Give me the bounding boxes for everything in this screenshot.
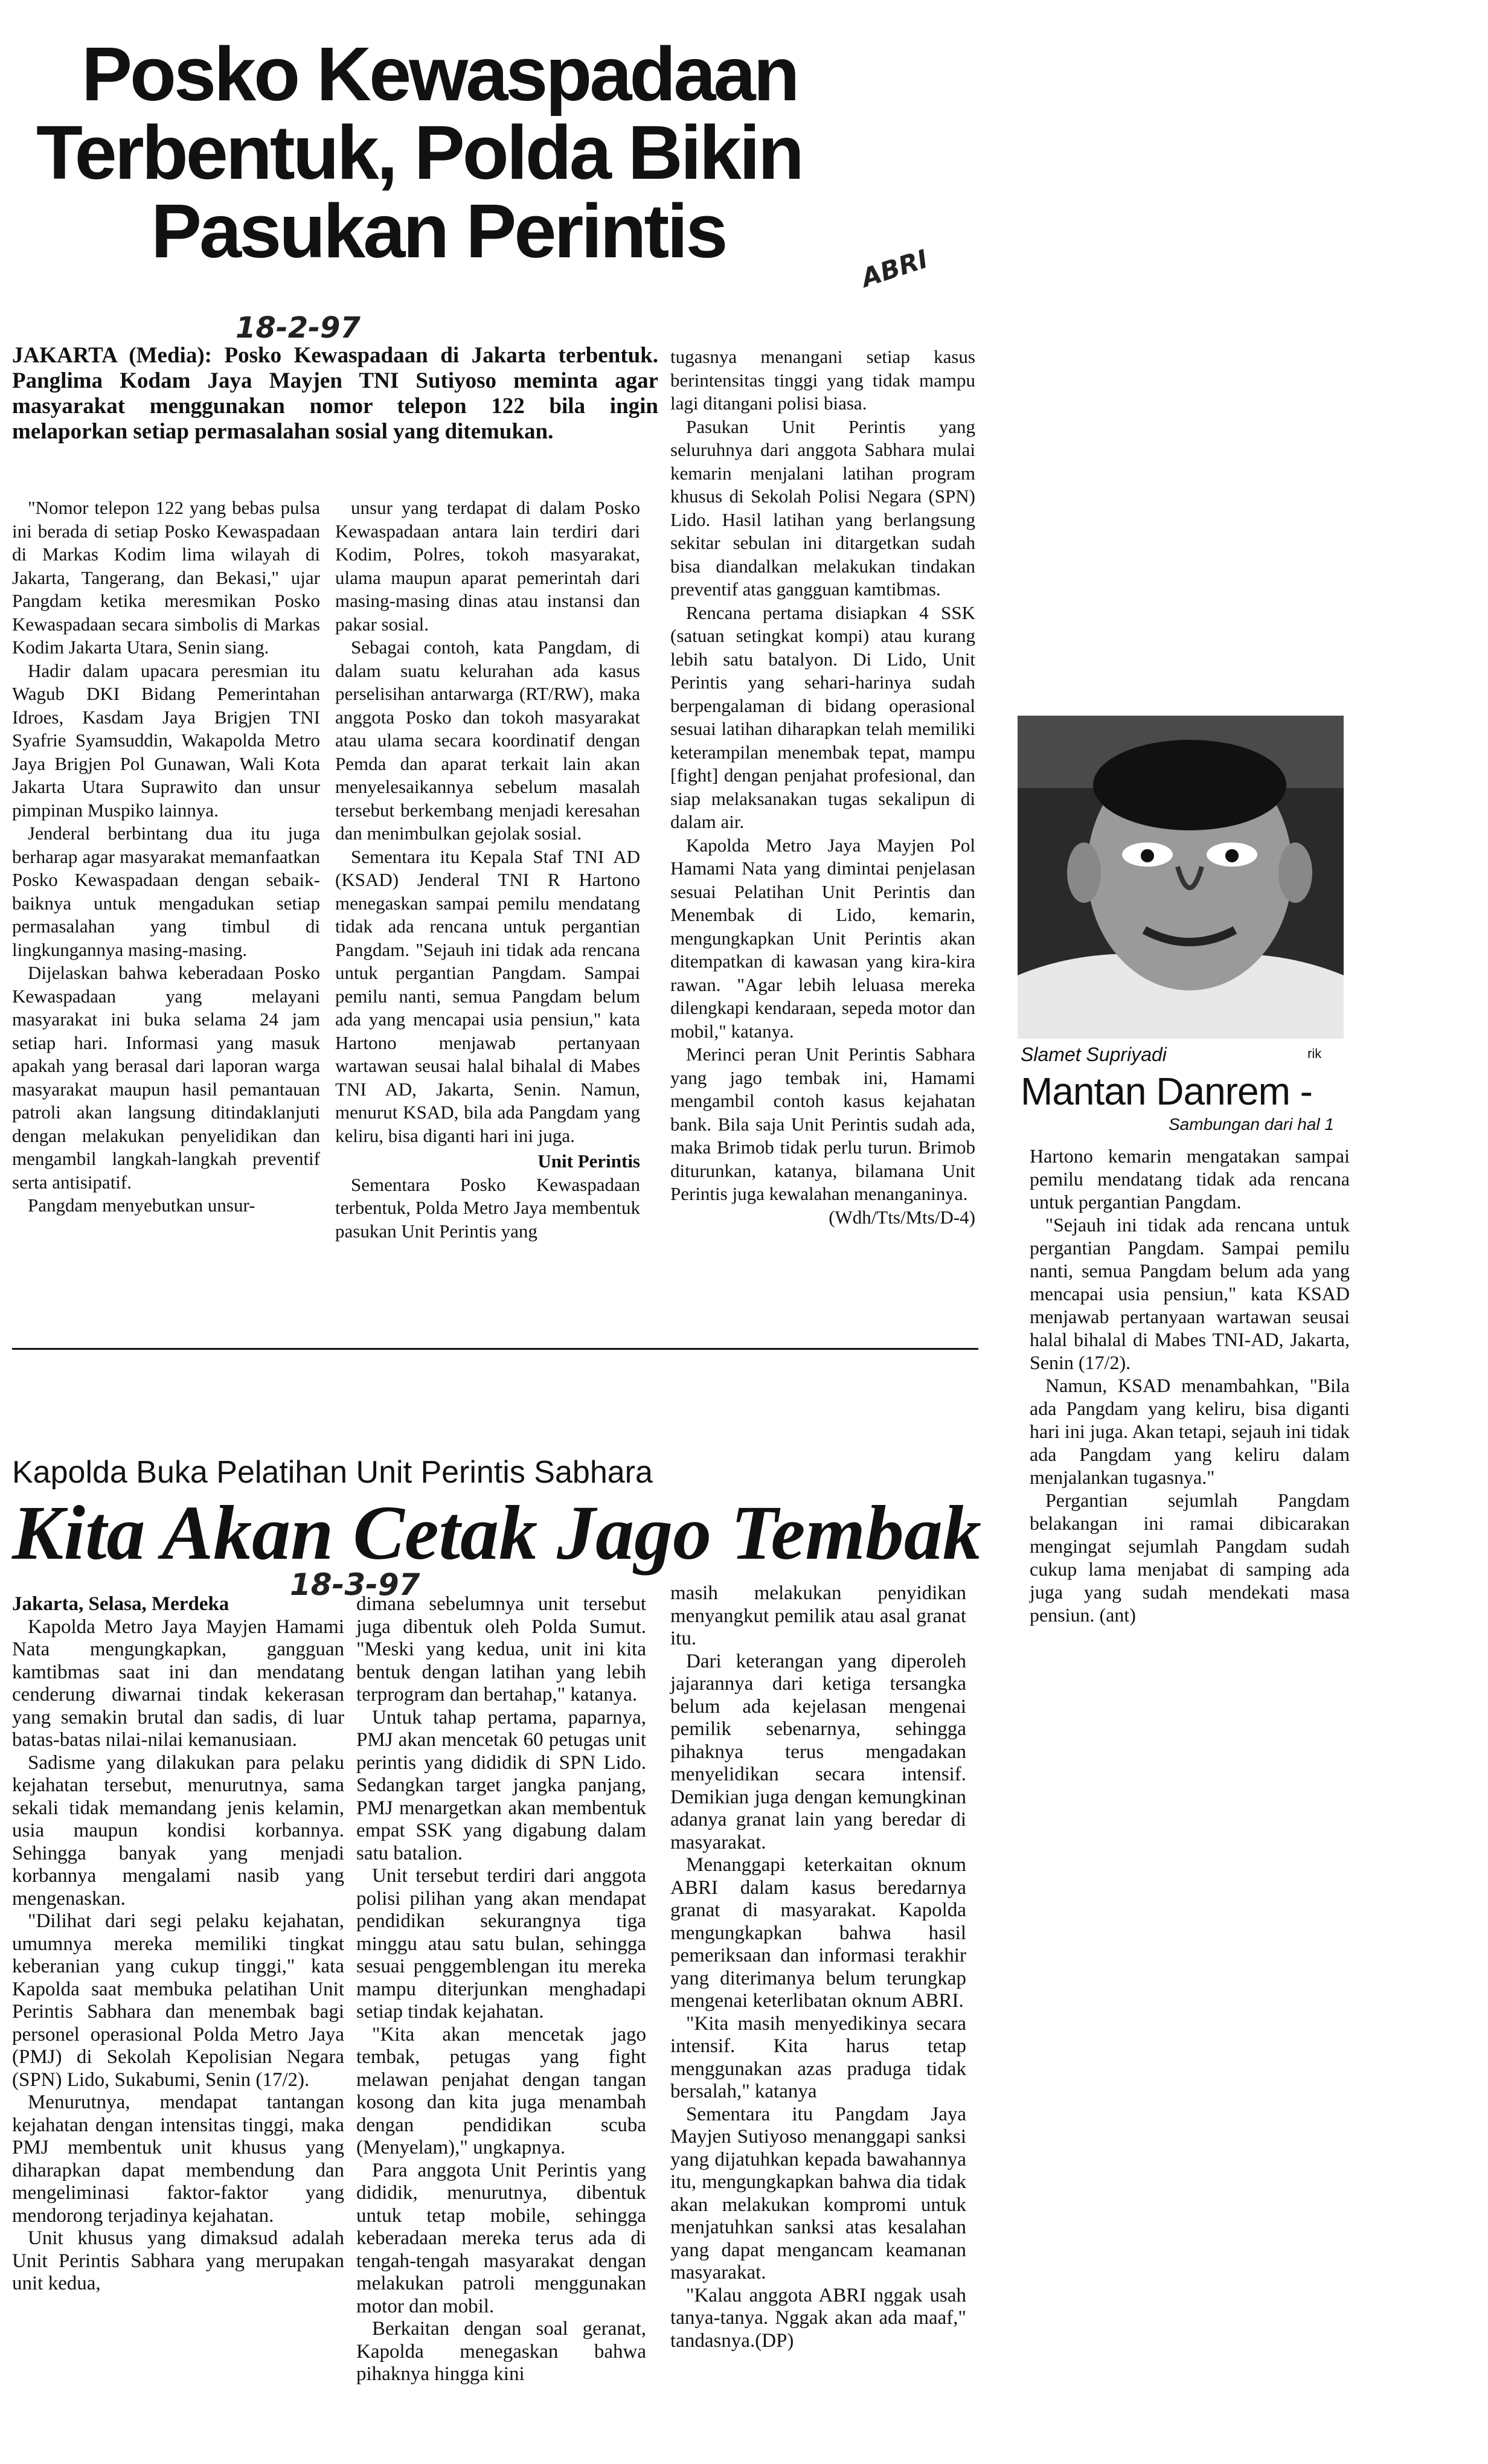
photo-caption: Slamet Supriyadi xyxy=(1021,1044,1167,1065)
paragraph: Unit khusus yang dimaksud adalah Unit Perintis Sabhara yang merupakan unit kedua, xyxy=(12,2227,344,2294)
paragraph: Pergantian sejumlah Pangdam belakangan ini ramai dibicarakan mengingat sejumlah Pangdam sudah cukup lama menjabat di samping ada juga yang sudah mendekati masa pensiun. (ant) xyxy=(1030,1489,1350,1626)
handwritten-abri: ABRI xyxy=(858,243,932,294)
paragraph: Para anggota Unit Perintis yang dididik, menurutnya, dibentuk untuk tetap mobile, sehingga keberadaan mereka terus ada di tengah-tengah masyarakat dengan melakukan patroli menggunakan motor dan mobil. xyxy=(356,2159,646,2317)
subheading-unit-perintis: Unit Perintis xyxy=(537,1150,640,1172)
section-divider xyxy=(12,1348,978,1350)
paragraph: "Kalau anggota ABRI nggak usah tanya-tanya. Nggak akan ada maaf," tandasnya.(DP) xyxy=(670,2284,966,2352)
paragraph: dimana sebelumnya unit tersebut juga dibentuk oleh Polda Sumut. "Meski yang kedua, unit ini kita bentuk dengan latihan yang lebih terprogram dan bertahap," katanya. xyxy=(356,1593,646,1705)
headline-line-2: Terbentuk, Polda Bikin xyxy=(36,110,802,195)
article1-column-2 xyxy=(335,496,640,1243)
sidebar-photo xyxy=(1018,716,1344,1039)
paragraph: Jenderal berbintang dua itu juga berharap agar masyarakat memanfaatkan Posko Kewaspadaan dengan sebaik-baiknya untuk mengadukan setiap permasalahan yang timbul di lingkungannya masing-masing. xyxy=(12,823,320,960)
paragraph: Sementara Posko Kewaspadaan terbentuk, Polda Metro Jaya membentuk pasukan Unit Perintis yang xyxy=(335,1173,640,1242)
sidebar-headline: Mantan Danrem - xyxy=(1021,1070,1312,1113)
paragraph: Untuk tahap pertama, paparnya, PMJ akan mencetak 60 petugas unit perintis yang dididik di SPN Lido. Sedangkan target jangka panjang, PMJ menargetkan akan membentuk empat SSK yang digabung dalam satu batalion. xyxy=(356,1706,646,1864)
paragraph: unsur yang terdapat di dalam Posko Kewaspadaan antara lain terdiri dari Kodim, Polres, tokoh masyarakat, ulama maupun aparat pemerintah dari masing-masing dinas atau instansi dan pakar sosial. xyxy=(335,497,640,635)
paragraph: Kapolda Metro Jaya Mayjen Hamami Nata mengungkapkan, gangguan kamtibmas saat ini dan mendatang cenderung diwarnai tindak kekerasan yang semakin brutal dan sadis, di luar batas-batas nilai-nilai kemanusiaan. xyxy=(12,1615,344,1751)
paragraph: Sebagai contoh, kata Pangdam, di dalam suatu kelurahan ada kasus perselisihan antarwarga (RT/RW), maka anggota Posko dan tokoh masyarakat atau ulama secara koordinatif dengan Pemda dan aparat terkait lain akan menyelesaikannya sebelum masalah tersebut berkembang menjadi keresahan dan menimbulkan gejolak sosial. xyxy=(335,637,640,844)
handwritten-date-1: 18-2-97 xyxy=(236,311,361,345)
portrait-image xyxy=(1018,716,1344,1039)
paragraph: Menurutnya, mendapat tantangan kejahatan dengan intensitas tinggi, maka PMJ membentuk unit khusus yang diharapkan dapat membendung dan mengeliminasi faktor-faktor yang mendorong terjadinya kejahatan. xyxy=(12,2091,344,2227)
paragraph: Hartono kemarin mengatakan sampai pemilu mendatang tidak ada rencana untuk pergantian Pangdam. xyxy=(1030,1145,1350,1213)
paragraph: Merinci peran Unit Perintis Sabhara yang jago tembak ini, Hamami mengambil contoh kasus kejahatan bank. Bila saja Unit Perintis sudah ada, maka Brimob tidak perlu turun. Brimob diturunkan, katanya, bilamana Unit Perintis juga kewalahan menanganinya. xyxy=(670,1044,975,1204)
paragraph: Pasukan Unit Perintis yang seluruhnya dari anggota Sabhara mulai kemarin menjalani latihan program khusus di Sekolah Polisi Negara (SPN) Lido. Hasil latihan yang berlangsung sekitar sebulan ini ditargetkan sudah bisa diandalkan melakukan tindakan preventif atas gangguan kamtibmas. xyxy=(670,415,975,600)
paragraph: Pangdam menyebutkan unsur- xyxy=(28,1195,255,1216)
dateline: Jakarta, Selasa, Merdeka xyxy=(12,1593,229,1615)
article2-column-2 xyxy=(356,1593,646,2386)
paragraph: masih melakukan penyidikan menyangkut pemilik atau asal granat itu. xyxy=(670,1582,966,1649)
author-signature: (Wdh/Tts/Mts/D-4) xyxy=(829,1206,975,1228)
paragraph: "Dilihat dari segi pelaku kejahatan, umumnya mereka memiliki tingkat keberanian yang cukup tinggi," kata Kapolda saat membuka pelatihan Unit Perintis Sabhara dan menembak bagi personel operasional Polda Metro Jaya (PMJ) di Sekolah Kepolisian Negara (SPN) Lido, Sukabumi, Senin (17/2). xyxy=(12,1910,344,2091)
paragraph: Dari keterangan yang diperoleh jajarannya dari ketiga tersangka belum ada kejelasan mengenai pemilik sebenarnya, sehingga pihaknya terus mengadakan menyelidikan secara intensif. Demikian juga dengan kemungkinan adanya granat lain yang beredar di masyarakat. xyxy=(670,1650,966,1853)
paragraph: "Nomor telepon 122 yang bebas pulsa ini berada di setiap Posko Kewaspadaan di Markas Kodim lima wilayah di Jakarta, Tangerang, dan Bekasi," ujar Pangdam ketika meresmikan Posko Kewaspadaan secara simbolis di Markas Kodim Jakarta Utara, Senin siang. xyxy=(12,497,320,658)
article1-headline xyxy=(36,31,978,274)
article2-column-3 xyxy=(670,1582,966,2352)
sidebar-body xyxy=(1030,1144,1350,1626)
paragraph: Dijelaskan bahwa keberadaan Posko Kewaspadaan yang melayani masyarakat ini buka selama 24 jam setiap hari. Informasi yang masuk apakah yang berasal dari laporan warga masyarakat maupun hasil pemantauan patroli akan langsung ditindaklanjuti dengan melakukan penyelidikan dan mengambil langkah-langkah preventif serta antisipatif. xyxy=(12,962,320,1193)
paragraph: Sementara itu Kepala Staf TNI AD (KSAD) Jenderal TNI R Hartono menegaskan sampai pemilu mendatang tidak ada rencana untuk pergantian Pangdam. "Sejauh ini tidak ada rencana untuk pergantian Pangdam. Sampai pemilu nanti, semua Pangdam belum ada yang mencapai usia pensiun," kata Hartono menjawab pertanyaan wartawan seusai halal bihalal di Mabes TNI AD, Jakarta, Senin. Namun, menurut KSAD, bila ada Pangdam yang keliru, bisa diganti hari ini juga. xyxy=(335,845,640,1146)
article2-kicker: Kapolda Buka Pelatihan Unit Perintis Sabhara xyxy=(12,1455,653,1490)
headline-line-1: Posko Kewaspadaan xyxy=(82,31,798,117)
article2-column-1 xyxy=(12,1593,344,2296)
paragraph: Hadir dalam upacara peresmian itu Wagub DKI Bidang Pemerintahan Idroes, Kasdam Jaya Brigjen TNI Syafrie Syamsuddin, Wakapolda Metro Jaya Brigjen Pol Gunawan, Wali Kota Jakarta Utara Suprawito dan unsur pimpinan Muspiko lainnya. xyxy=(12,659,320,821)
paragraph: "Kita akan mencetak jago tembak, petugas yang fight melawan penjahat dengan tangan kosong dan kita juga menambah dengan pendidikan scuba (Menyelam)," ungkapnya. xyxy=(356,2023,646,2158)
article1-column-3 xyxy=(670,345,975,1229)
paragraph: Namun, KSAD menambahkan, "Bila ada Pangdam yang keliru, bisa diganti hari ini juga. Akan tetapi, sejauh ini tidak ada Pangdam yang keliru dalam menjalankan tugasnya." xyxy=(1030,1375,1350,1488)
paragraph: Kapolda Metro Jaya Mayjen Pol Hamami Nata yang dimintai penjelasan sesuai Pelatihan Unit Perintis dan Menembak di Lido, kemarin, mengungkapkan Unit Perintis akan ditempatkan di kawasan yang kira-kira rawan. "Agar lebih leluasa mereka dilengkapi kendaraan, sepeda motor dan mobil," katanya. xyxy=(670,834,975,1042)
paragraph: Menanggapi keterkaitan oknum ABRI dalam kasus beredarnya granat di masyarakat. Kapolda mengungkapkan bahwa hasil pemeriksaan dan informasi terakhir yang diterimanya belum terungkap mengenai keterlibatan oknum ABRI. xyxy=(670,1854,966,2012)
photo-credit: rik xyxy=(1307,1046,1322,1061)
paragraph: Rencana pertama disiapkan 4 SSK (satuan setingkat kompi) atau kurang lebih satu batalyon. Di Lido, Unit Perintis yang sehari-harinya sudah berpengalaman di bidang operasional sesuai latihan diharapkan telah memiliki keterampilan menembak tepat, mampu [fight] dengan penjahat profesional, dan siap melaksanakan tugas sekalipun di dalam air. xyxy=(670,602,975,832)
article2-headline: Kita Akan Cetak Jago Tembak xyxy=(12,1490,981,1576)
paragraph: "Sejauh ini tidak ada rencana untuk pergantian Pangdam. Sampai pemilu nanti, semua Pangdam belum ada yang mencapai usia pensiun," kata KSAD menjawab pertanyaan wartawan seusai halal bihalal di Mabes TNI-AD, Jakarta, Senin (17/2). xyxy=(1030,1214,1350,1373)
paragraph: Berkaitan dengan soal geranat, Kapolda menegaskan bahwa pihaknya hingga kini xyxy=(356,2318,646,2385)
handwritten-date-2: 18-3-97 xyxy=(290,1567,420,1602)
paragraph: tugasnya menangani setiap kasus berintensitas tinggi yang tidak mampu lagi ditangani polisi biasa. xyxy=(670,346,975,414)
article1-lead: JAKARTA (Media): Posko Kewaspadaan di Jakarta terbentuk. Panglima Kodam Jaya Mayjen TNI Sutiyoso meminta agar masyarakat menggunakan nomor telepon 122 bila ingin melaporkan setiap permasalahan sosial yang ditemukan. xyxy=(12,343,658,444)
paragraph: Unit tersebut terdiri dari anggota polisi pilihan yang akan mendapat pendidikan sekurangnya tiga minggu atau satu bulan, sehingga sesuai penggemblengan itu mereka mampu diterjunkan menghadapi setiap tindak kejahatan. xyxy=(356,1865,646,2023)
paragraph: Sadisme yang dilakukan para pelaku kejahatan tersebut, menurutnya, sama sekali tidak memandang jenis kelamin, usia maupun kondisi korbannya. Sehingga banyak yang menjadi korbannya mengalami nasib yang mengenaskan. xyxy=(12,1751,344,1910)
paragraph: "Kita masih menyedikinya secara intensif. Kita harus tetap menggunakan azas praduga tidak bersalah," katanya xyxy=(670,2012,966,2102)
continued-from: Sambungan dari hal 1 xyxy=(1169,1115,1334,1134)
paragraph: Sementara itu Pangdam Jaya Mayjen Sutiyoso menanggapi sanksi yang dijatuhkan kepada bawahannya itu, mengungkapkan bahwa dia tidak akan melakukan kompromi untuk menjatuhkan sanksi atas kesalahan yang dapat mengancam keamanan masyarakat. xyxy=(670,2103,966,2283)
article1-column-1 xyxy=(12,496,320,1218)
headline-line-3: Pasukan Perintis xyxy=(151,188,726,274)
